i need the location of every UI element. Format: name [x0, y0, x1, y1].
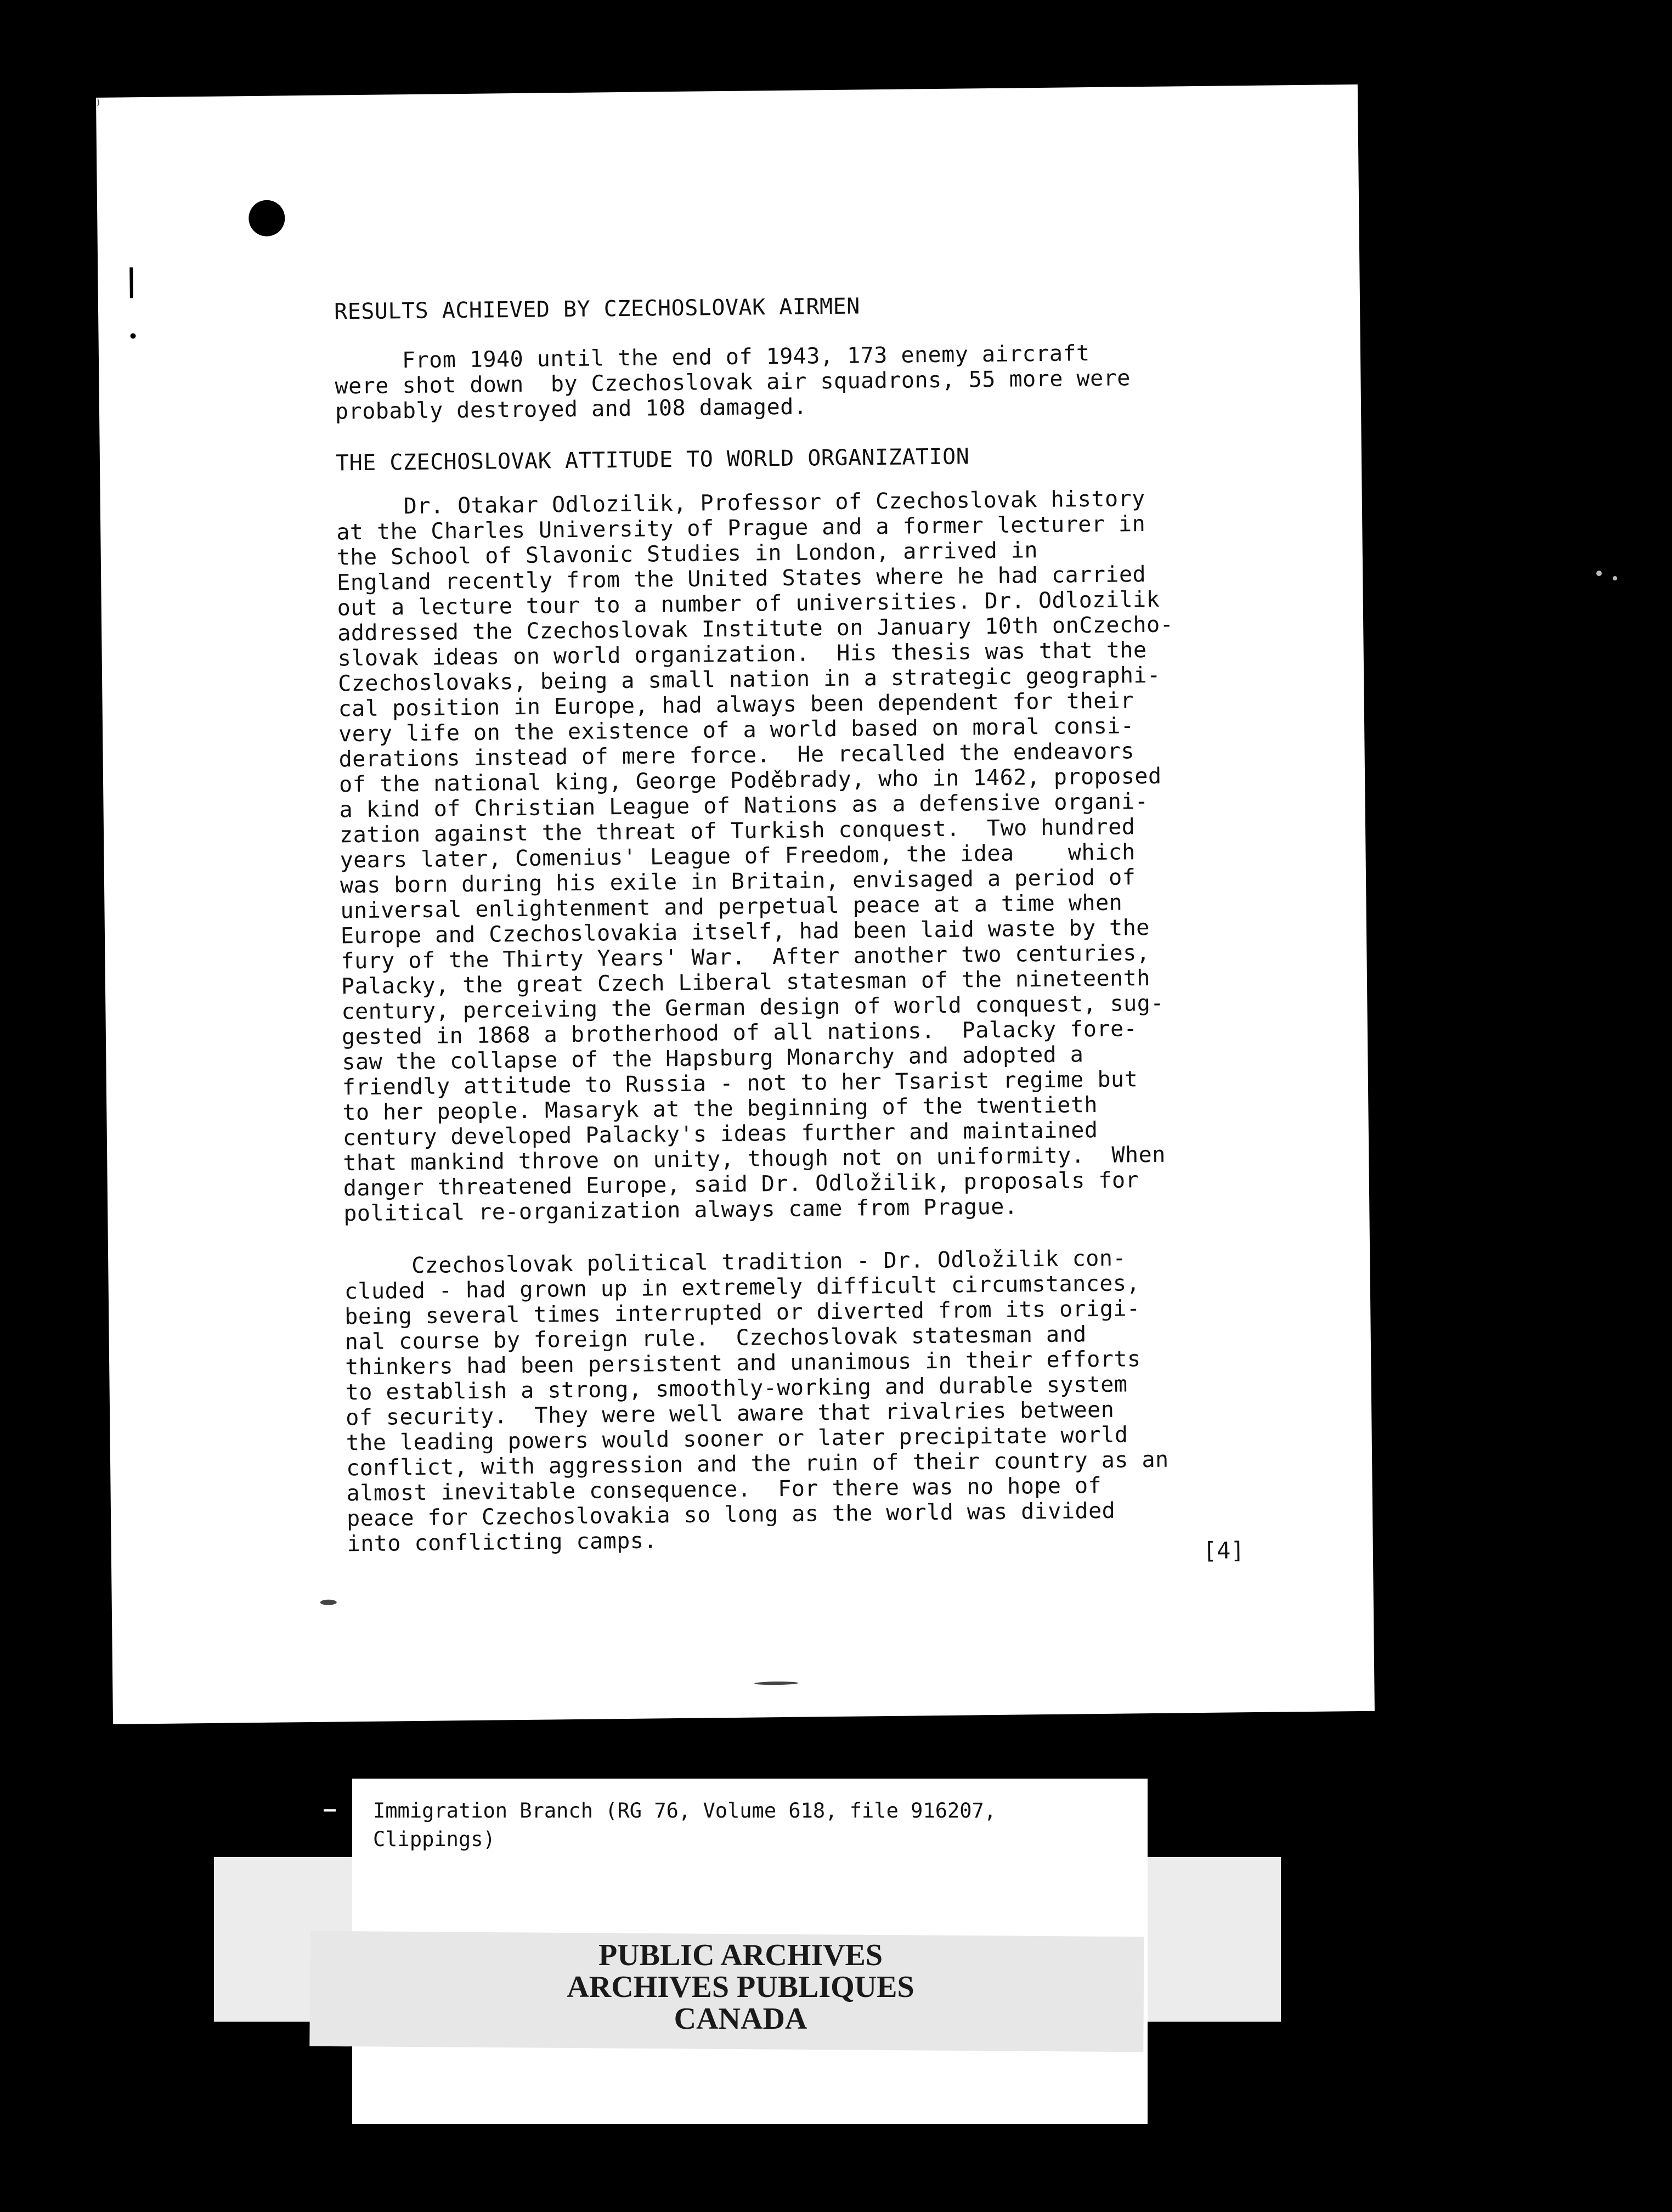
text-line: were shot down by Czechoslovak air squadrons, 55 more were: [335, 365, 1131, 399]
archive-reference-line: Clippings): [373, 1827, 495, 1851]
heading-world-organization: THE CZECHOSLOVAK ATTITUDE TO WORLD ORGANIZATION: [335, 444, 970, 476]
text-line: century, perceiving the German design of world conquest, sug-: [341, 990, 1165, 1025]
page-number: [4]: [1202, 1537, 1245, 1565]
text-line: friendly attitude to Russia - not to her Tsarist regime but: [342, 1066, 1138, 1101]
text-line: the leading powers would sooner or later precipitate world: [346, 1422, 1128, 1456]
text-line: years later, Comenius' League of Freedom, the idea which: [340, 839, 1136, 873]
text-line: that mankind throve on unity, though not on uniformity. When: [343, 1142, 1166, 1176]
public-archives-stamp: [494, 1939, 987, 2035]
text-line: thinkers had been persistent and unanimous in their efforts: [345, 1346, 1141, 1380]
text-line: zation against the threat of Turkish conquest. Two hundred: [339, 814, 1136, 848]
text-line: probably destroyed and 108 damaged.: [335, 394, 807, 425]
text-line: derations instead of mere force. He recalled the endeavors: [338, 738, 1135, 772]
label-tab-right: [1125, 1857, 1281, 2022]
text-line: to establish a strong, smoothly-working and durable system: [345, 1372, 1128, 1406]
text-line: century developed Palacky's ideas further and maintained: [342, 1117, 1098, 1151]
archive-reference-line: Immigration Branch (RG 76, Volume 618, file 916207,: [373, 1799, 997, 1822]
text-line: universal enlightenment and perpetual peace at a time when: [340, 890, 1123, 924]
text-line: conflict, with aggression and the ruin of their country as an: [346, 1447, 1169, 1481]
text-line: slovak ideas on world organization. His thesis was that the: [337, 637, 1147, 672]
film-speck: [320, 1600, 337, 1605]
text-line: of security. They were well aware that rivalries between: [345, 1397, 1115, 1431]
archive-reference: [373, 1797, 996, 1854]
typed-page: [96, 84, 1375, 1724]
punch-hole: [248, 200, 285, 236]
text-line: the School of Slavonic Studies in London, arrived in: [336, 538, 1038, 571]
stamp-line: PUBLIC ARCHIVES: [598, 1938, 883, 1972]
text-line: into conflicting camps.: [347, 1528, 658, 1557]
text-line: fury of the Thirty Years' War. After another two centuries,: [341, 940, 1150, 974]
text-line: saw the collapse of the Hapsburg Monarchy and adopted a: [342, 1042, 1084, 1075]
text-line: political re-organization always came from Prague.: [343, 1194, 1018, 1227]
text-line: being several times interrupted or diverted from its origi-: [344, 1296, 1140, 1330]
text-line: From 1940 until the end of 1943, 173 enemy aircraft: [334, 341, 1090, 374]
text-line: cluded - had grown up in extremely difficult circumstances,: [344, 1271, 1140, 1305]
margin-mark: [129, 267, 133, 298]
text-line: gested in 1868 a brotherhood of all nations. Palacky fore-: [341, 1016, 1138, 1050]
text-line: almost inevitable consequence. For there was no hope of: [346, 1472, 1102, 1506]
text-line: Dr. Otakar Odlozilik, Professor of Czechoslovak history: [336, 486, 1145, 520]
text-line: peace for Czechoslovakia so long as the world was divided: [346, 1498, 1116, 1532]
margin-mark: [130, 333, 135, 338]
text-line: was born during his exile in Britain, envisaged a period of: [340, 865, 1136, 899]
text-line: Europe and Czechoslovakia itself, had been laid waste by the: [340, 915, 1150, 949]
text-line: Palacky, the great Czech Liberal statesman of the nineteenth: [341, 965, 1151, 1000]
text-line: very life on the existence of a world based on moral consi-: [338, 713, 1134, 747]
text-line: cal position in Europe, had always been dependent for their: [338, 688, 1134, 722]
text-line: a kind of Christian League of Nations as a defensive organi-: [339, 788, 1149, 823]
film-speck: [754, 1681, 798, 1685]
text-line: Czechoslovak political tradition - Dr. Odložilik con-: [344, 1245, 1127, 1279]
stamp-line: ARCHIVES PUBLIQUES: [567, 1970, 914, 2004]
text-line: of the national king, George Poděbrady, who in 1462, proposed: [338, 763, 1162, 798]
stamp-line: CANADA: [674, 2002, 807, 2036]
text-line: at the Charles University of Prague and a former lecturer in: [336, 511, 1146, 545]
paragraph-tradition: Czechoslovak political tradition - Dr. Odložilik con- cluded - had grown up in extremely difficult circumstances, being several times interrupted or diverted from its origi- nal course by foreign rule. Czechoslovak statesman and thinkers had been persistent and unanimous in their efforts to establish a strong, smoothly-working and durable system of security. They were well aware that rivalries between the leading powers would sooner or later precipitate world conflict, with aggression and the ruin of their country as an almost inevitable consequence. For there was no hope of peace for Czechoslovakia so long as the world was divided into conflicting camps. }: [96, 97, 1169, 1557]
text-line: England recently from the United States where he had carried: [337, 562, 1146, 596]
label-mark: [324, 1809, 336, 1812]
heading-results: RESULTS ACHIEVED BY CZECHOSLOVAK AIRMEN: [334, 294, 861, 325]
film-speck: [1613, 576, 1617, 580]
text-line: out a lecture tour to a number of universities. Dr. Odlozilik: [337, 586, 1160, 621]
film-speck: [1596, 571, 1602, 576]
text-line: to her people. Masaryk at the beginning of the twentieth: [342, 1092, 1098, 1126]
text-line: Czechoslovaks, being a small nation in a strategic geographi-: [337, 662, 1161, 697]
text-line: nal course by foreign rule. Czechoslovak statesman and: [344, 1322, 1087, 1355]
text-line: danger threatened Europe, said Dr. Odložilik, proposals for: [343, 1167, 1139, 1201]
text-line: addressed the Czechoslovak Institute on January 10th onCzecho-: [337, 612, 1174, 646]
